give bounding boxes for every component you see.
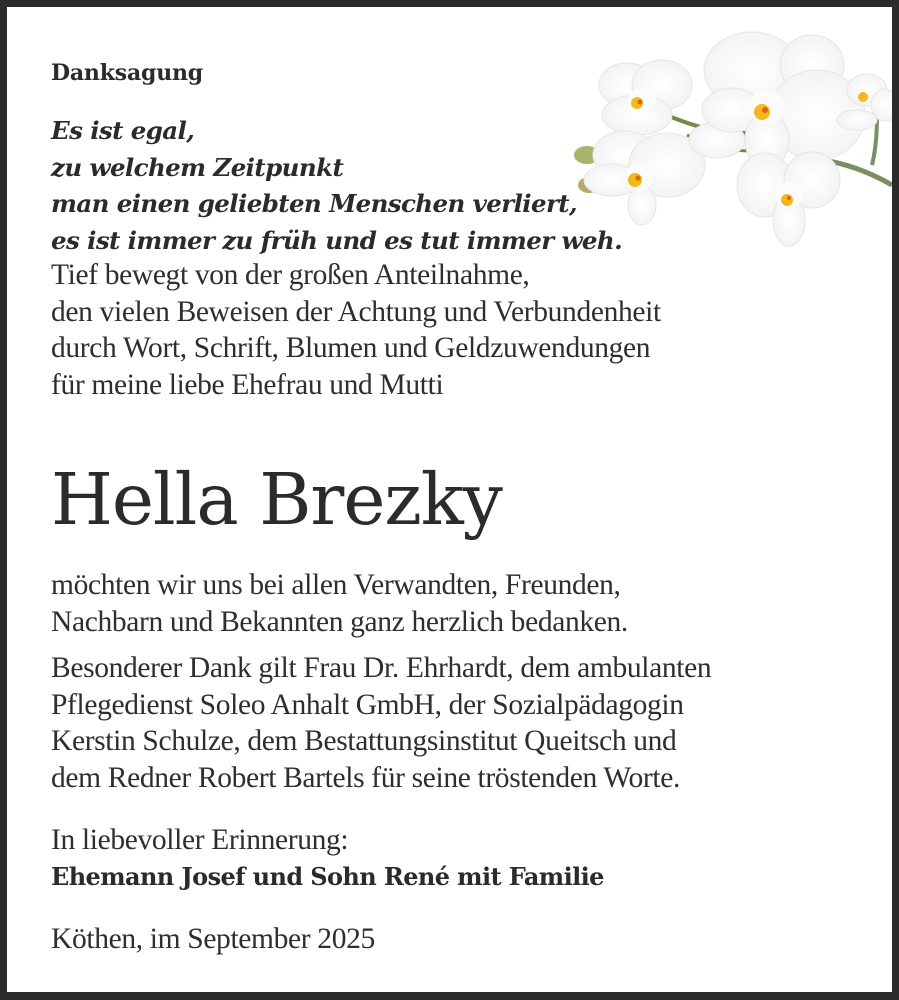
quote-line: es ist immer zu früh und es tut immer weh. [51, 225, 623, 255]
text-line: Pflegedienst Soleo Anhalt GmbH, der Sozialpädagogin [51, 688, 684, 721]
thanks-paragraph [51, 567, 628, 640]
quote-line: man einen geliebten Menschen verliert, [51, 189, 577, 218]
text-line: den vielen Beweisen der Achtung und Verbundenheit [51, 295, 661, 328]
text-line: dem Redner Robert Bartels für seine tröstenden Worte. [51, 761, 680, 794]
deceased-name: Hella Brezky [51, 458, 502, 541]
text-line: möchten wir uns bei allen Verwandten, Freunden, [51, 569, 621, 601]
memorial-quote [51, 113, 622, 259]
heading: Danksagung [51, 60, 203, 86]
text-line: Tief bewegt von der großen Anteilnahme, [51, 259, 530, 291]
text-line: Nachbarn und Bekannten ganz herzlich bedanken. [51, 605, 628, 638]
obituary-notice-card [7, 7, 892, 992]
text-line: Kerstin Schulze, dem Bestattungsinstitut Queitsch und [51, 725, 677, 757]
signatories: Ehemann Josef und Sohn René mit Familie [51, 862, 604, 891]
place-date: Köthen, im September 2025 [51, 923, 375, 955]
memory-label: In liebevoller Erinnerung: [51, 824, 349, 856]
text-line: Besonderer Dank gilt Frau Dr. Ehrhardt, dem ambulanten [51, 652, 712, 684]
intro-paragraph [51, 257, 661, 403]
quote-line: Es ist egal, [51, 116, 195, 145]
special-thanks-paragraph [51, 650, 711, 796]
text-line: durch Wort, Schrift, Blumen und Geldzuwendungen [51, 332, 651, 364]
text-line: für meine liebe Ehefrau und Mutti [51, 368, 444, 401]
orchid-flower-icon [737, 152, 840, 246]
quote-line: zu welchem Zeitpunkt [51, 152, 344, 182]
